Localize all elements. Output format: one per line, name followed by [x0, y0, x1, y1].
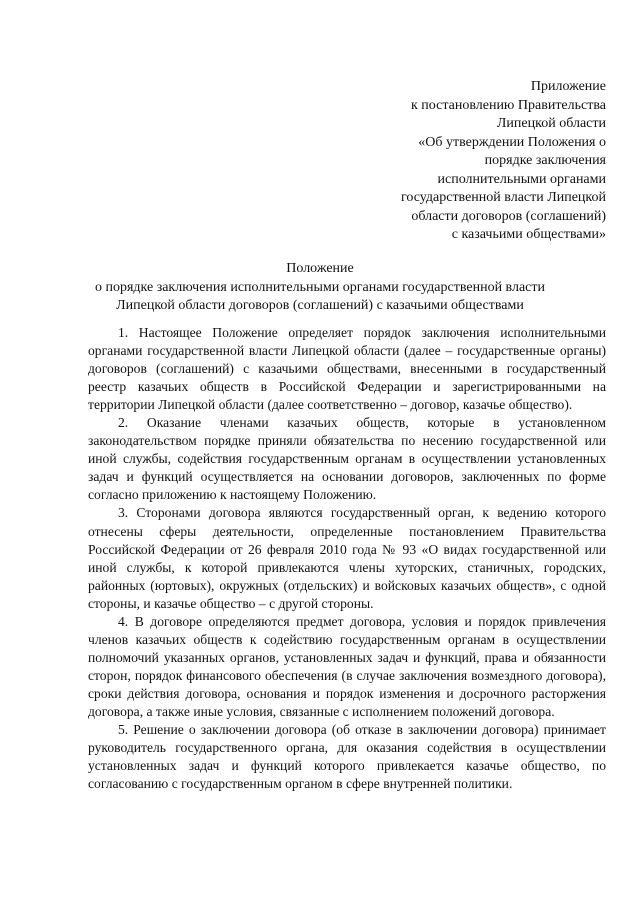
- appendix-line: Приложение: [530, 79, 606, 94]
- document-title: [70, 260, 570, 316]
- title-line: о порядке заключения исполнительными органами государственной власти: [94, 279, 546, 295]
- paragraph-5: 5. Решение о заключении договора (об отказе в заключении договора) принимает руководитель государственного органа, для оказания содействия в осуществлении установленных задач и функций которого привлекается казачье общество, по согласованию с государственным органом в сфере внутренней политики.: [88, 722, 606, 792]
- paragraph-4: 4. В договоре определяются предмет договора, условия и порядок привлечения членов казачьих обществ к содействию государственным органам в осуществлении полномочий указанных органов, установленных задач и функций, права и обязанности сторон, порядок финансового обеспечения (в случае заключения возмездного договора), сроки действия договора, основания и порядок изменения и досрочного расторжения договора, а также иные условия, связанные с исполнением положений договора.: [88, 613, 606, 719]
- title-heading: Положение: [286, 261, 354, 276]
- paragraph-3: 3. Сторонами договора являются государственный орган, к ведению которого отнесены сферы деятельности, определенные постановлением Правительства Российской Федерации от 26 февраля 2010 года № 93 «О видах государственной или иной службы, к которой привлекаются члены хуторских, станичных, городских, районных (юртовых), окружных (отдельских) и войсковых казачьих обществ», с одной стороны, и казачье общество – с другой стороны.: [88, 505, 606, 611]
- appendix-line: с казачьими обществами»: [451, 227, 606, 242]
- document-body: [88, 324, 606, 793]
- paragraph-2: 2. Оказание членами казачьих обществ, которые в установленном законодательством порядке приняли обязательства по несению государственной или иной службы, содействия государственным органам в осуществлении установленных задач и функций осуществляется на основании договоров, заключенных по форме согласно приложению к настоящему Положению.: [88, 415, 606, 503]
- appendix-line: области договоров (соглашений): [411, 208, 606, 224]
- appendix-line: государственной власти Липецкой: [401, 190, 606, 205]
- appendix-line: к постановлению Правительства: [410, 97, 606, 113]
- appendix-line: Липецкой области: [496, 116, 606, 131]
- appendix-line: исполнительными органами: [437, 171, 606, 187]
- paragraph-1: 1. Настоящее Положение определяет порядок заключения исполнительными органами государственной власти Липецкой области (далее – государственные органы) договоров (соглашений) с казачьими обществами, внесенными в государственный реестр казачьих обществ в Российской Федерации и зарегистрированными на территории Липецкой области (далее соответственно – договор, казачье общество).: [88, 325, 606, 413]
- appendix-line: порядке заключения: [484, 153, 606, 168]
- appendix-line: «Об утверждении Положения о: [418, 134, 606, 150]
- appendix-header: [356, 78, 606, 245]
- title-line: Липецкой области договоров (соглашений) с казачьими обществами: [116, 298, 524, 313]
